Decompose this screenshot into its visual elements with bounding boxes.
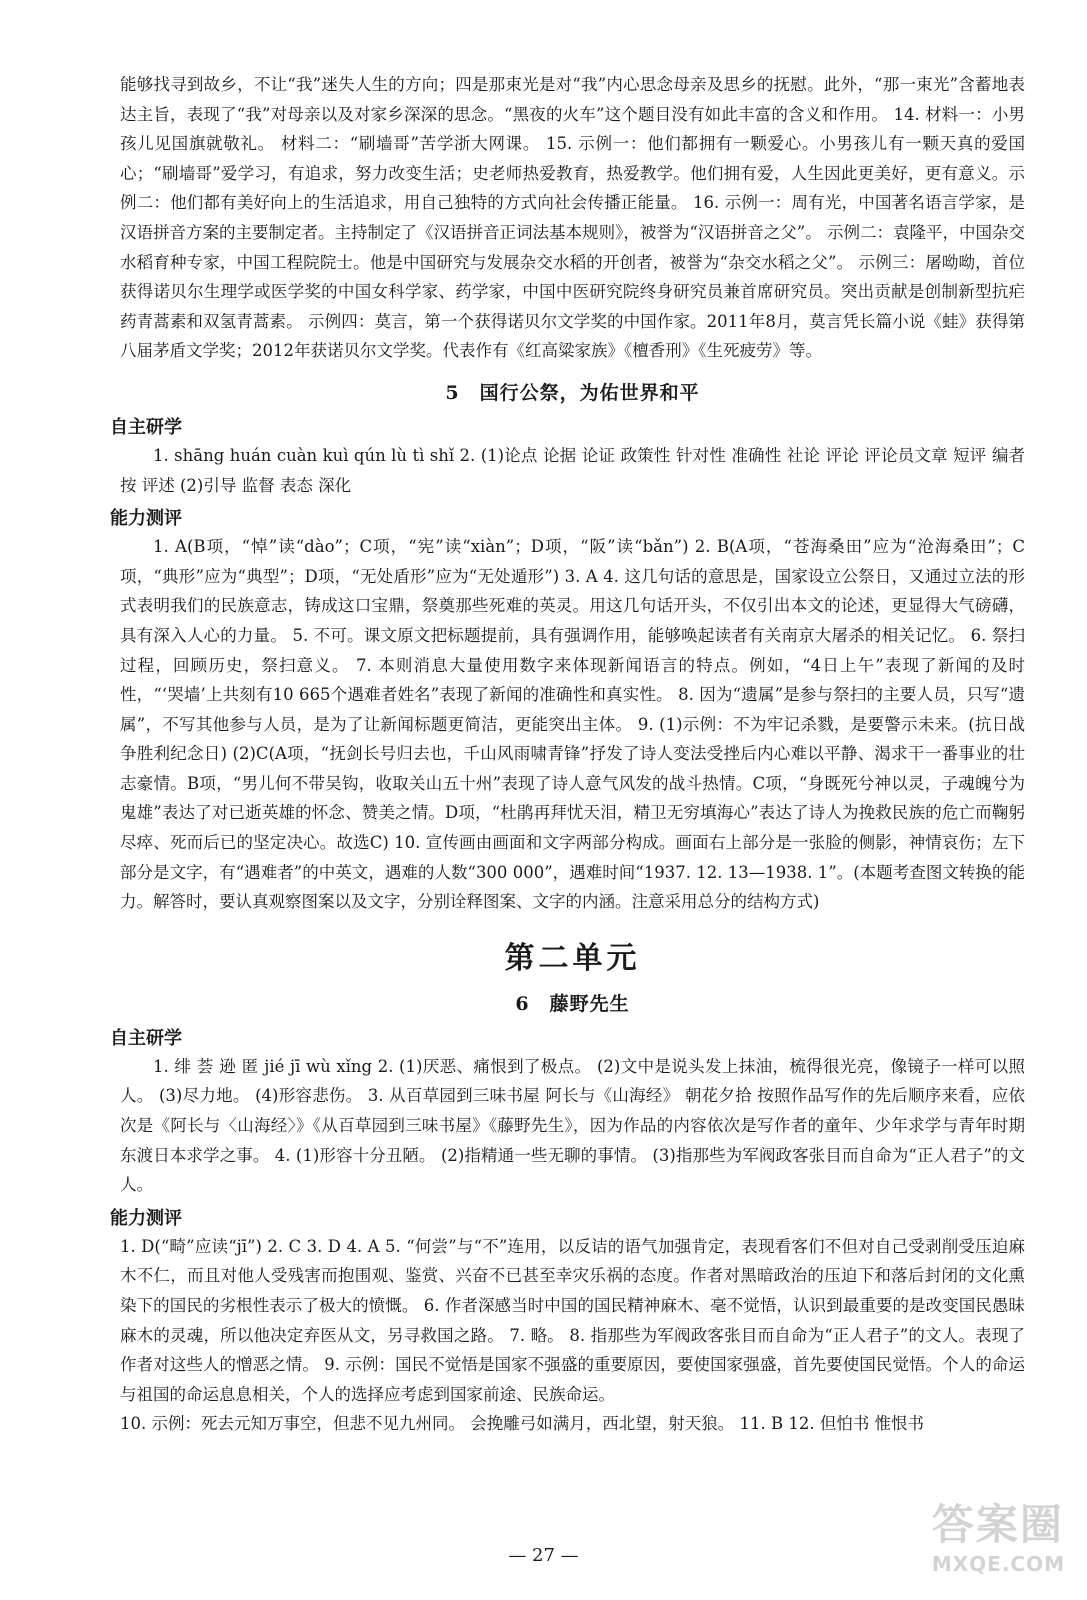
subsection-heading: 能力测评: [110, 508, 182, 530]
answer-page-body: [110, 70, 1025, 1439]
watermark-url: MXQE.COM: [931, 1552, 1065, 1576]
watermark-logo-text: 答案圈: [931, 1500, 1064, 1549]
answer-paragraph: 1. 绯 荟 逊 匿 jié jī wù xǐng 2. (1)厌恶、痛恨到了极点。 (2)文中是说头发上抹油，梳得很光亮，像镜子一样可以照人。 (3)尽力地。 (4)形容悲伤。 3. 从百草园到三味书屋 阿长与《山海经》 朝花夕拾 按照作品写作的先后顺序来看，应依次是《阿长与〈山海经〉》《从百草园到三味书屋》《藤野先生》，因为作品的内容依次是写作者的童年、少年求学与青年时期东渡日本求学之事。 4. (1)形容十分丑陋。 (2)指精通一些无聊的事情。 (3)指那些为军阀政客张目而自命为“正人君子”的文人。: [120, 1056, 1025, 1195]
lesson-title: 5 国行公祭，为佑世界和平: [445, 381, 700, 404]
answer-paragraph: 10. 示例：死去元知万事空，但悲不见九州同。 会挽雕弓如满月，西北望，射天狼。 11. B 12. 但怕书 惟恨书: [120, 1414, 925, 1434]
page-number: — 27 —: [508, 1545, 579, 1566]
subsection-heading: 能力测评: [110, 1207, 182, 1229]
unit-title: 第二单元: [504, 940, 641, 976]
answer-paragraph: 1. shāng huán cuàn kuì qún lù tì shǐ 2. (1)论点 论据 论证 政策性 针对性 准确性 社论 评论 评论员文章 短评 编者按 评述 (2)引导 监督 表态 深化: [120, 445, 1025, 495]
watermark: [932, 1492, 1065, 1576]
lesson-title: 6 藤野先生: [515, 992, 630, 1015]
answer-paragraph: 1. A(B项，“悼”读“dào”；C项，“宪”读“xiàn”；D项，“阪”读“bǎn”) 2. B(A项，“苍海桑田”应为“沧海桑田”；C项，“典形”应为“典型”；D项，“无处盾形”应为“无处遁形”) 3. A 4. 这几句话的意思是，国家设立公祭日，又通过立法的形式表明我们的民族意志，铸成这口宝鼎，祭奠那些死难的英灵。用这几句话开头，不仅引出本文的论述，更显得大气磅礴，具有深入人心的力量。 5. 不可。课文原文把标题提前，具有强调作用，能够唤起读者有关南京大屠杀的相关记忆。 6. 祭扫过程，回顾历史，祭扫意义。 7. 本则消息大量使用数字来体现新闻语言的特点。例如，“4日上午”表现了新闻的及时性，“‘哭墙’上共刻有10 665个遇难者姓名”表现了新闻的准确性和真实性。 8. 因为“遗属”是参与祭扫的主要人员，只写“遗属”，不写其他参与人员，是为了让新闻标题更简洁，更能突出主体。 9. (1)示例：不为牢记杀戮，是要警示未来。(抗日战争胜利纪念日) (2)C(A项，“抚剑长号归去也，千山风雨啸青锋”抒发了诗人变法受挫后内心难以平静、渴求干一番事业的壮志豪情。B项，“男儿何不带吴钩，收取关山五十州”表现了诗人意气风发的战斗热情。C项，“身既死兮神以灵，子魂魄兮为鬼雄”表达了对已逝英雄的怀念、赞美之情。D项，“杜鹃再拜忧天泪，精卫无穷填海心”表达了诗人为挽救民族的危亡而鞠躬尽瘁、死而后已的坚定决心。故选C) 10. 宣传画由画面和文字两部分构成。画面右上部分是一张脸的侧影，神情哀伤；左下部分是文字，有“遇难者”的中英文，遇难的人数“300 000”，遇难时间“1937. 12. 13—1938. 1”。(本题考查图文转换的能力。解答时，要认真观察图案以及文字，分别诠释图案、文字的内涵。注意采用总分的结构方式): [120, 537, 1025, 912]
answer-paragraph: 能够找寻到故乡，不让“我”迷失人生的方向；四是那束光是对“我”内心思念母亲及思乡的抚慰。此外，“那一束光”含蓄地表达主旨，表现了“我”对母亲以及对家乡深深的思念。“黑夜的火车”这个题目没有如此丰富的含义和作用。 14. 材料一：小男孩儿见国旗就敬礼。 材料二：“刷墙哥”苦学浙大网课。 15. 示例一：他们都拥有一颗爱心。小男孩儿有一颗天真的爱国心；“刷墙哥”爱学习，有追求，努力改变生活；史老师热爱教育，热爱教学。他们拥有爱，人生因此更美好，更有意义。示例二：他们都有美好向上的生活追求，用自己独特的方式向社会传播正能量。 16. 示例一：周有光，中国著名语言学家，是汉语拼音方案的主要制定者。主持制定了《汉语拼音正词法基本规则》，被誉为“汉语拼音之父”。 示例二：袁隆平，中国杂交水稻育种专家，中国工程院院士。他是中国研究与发展杂交水稻的开创者，被誉为“杂交水稻之父”。 示例三：屠呦呦，首位获得诺贝尔生理学或医学奖的中国女科学家、药学家，中国中医研究院终身研究员兼首席研究员。突出贡献是创制新型抗疟药青蒿素和双氢青蒿素。 示例四：莫言，第一个获得诺贝尔文学奖的中国作家。2011年8月，莫言凭长篇小说《蛙》获得第八届茅盾文学奖；2012年获诺贝尔文学奖。代表作有《红高粱家族》《檀香刑》《生死疲劳》等。: [120, 75, 1025, 361]
subsection-heading: 自主研学: [110, 1027, 182, 1049]
subsection-heading: 自主研学: [110, 416, 182, 438]
answer-paragraph: 1. D(“畸”应读“jī”) 2. C 3. D 4. A 5. “何尝”与“不”连用，以反诘的语气加强肯定，表现看客们不但对自己受剥削受压迫麻木不仁，而且对他人受残害而抱围观、鉴赏、兴奋不已甚至幸灾乐祸的态度。作者对黑暗政治的压迫下和落后封闭的文化熏染下的国民的劣根性表示了极大的愤慨。 6. 作者深感当时中国的国民精神麻木、毫不觉悟，认识到最重要的是改变国民愚昧麻木的灵魂，所以他决定弃医从文，另寻救国之路。 7. 略。 8. 指那些为军阀政客张目而自命为“正人君子”的文人。表现了作者对这些人的憎恶之情。 9. 示例：国民不觉悟是国家不强盛的重要原因，要使国家强盛，首先要使国民觉悟。个人的命运与祖国的命运息息相关，个人的选择应考虑到国家前途、民族命运。: [120, 1236, 1025, 1404]
